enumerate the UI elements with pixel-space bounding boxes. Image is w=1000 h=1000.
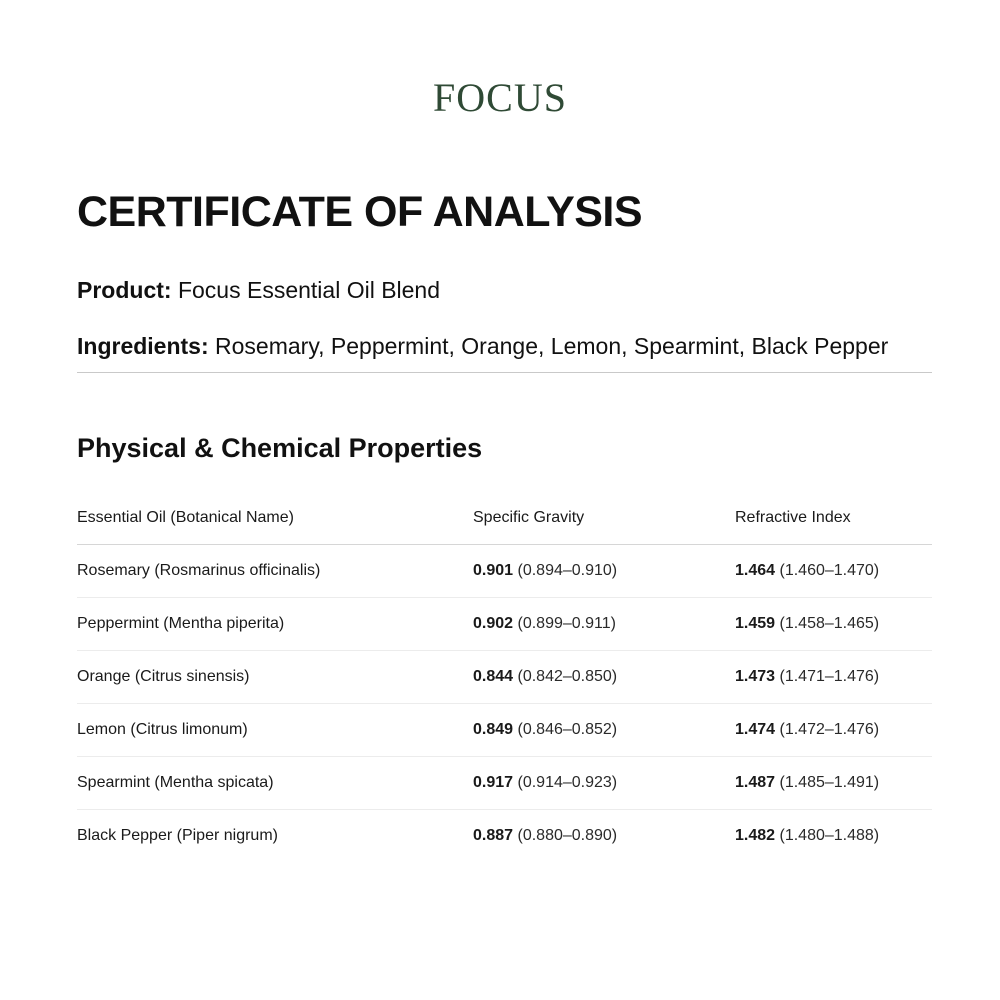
header-refractive-index: Refractive Index [735, 492, 932, 545]
refractive-index-range: (1.480–1.488) [779, 827, 880, 844]
refractive-index-range: (1.472–1.476) [779, 721, 880, 738]
specific-gravity-value: 0.902 [473, 615, 514, 632]
specific-gravity-cell [473, 598, 735, 651]
ingredients-label: Ingredients: [77, 333, 209, 359]
specific-gravity-value: 0.917 [473, 774, 514, 791]
oil-name: Rosemary (Rosmarinus officinalis) [77, 545, 473, 598]
product-line [77, 276, 440, 304]
specific-gravity-value: 0.844 [473, 668, 514, 685]
refractive-index-cell [735, 757, 932, 810]
refractive-index-value: 1.464 [735, 562, 776, 579]
oil-name: Orange (Citrus sinensis) [77, 651, 473, 704]
specific-gravity-cell [473, 704, 735, 757]
oil-name: Lemon (Citrus limonum) [77, 704, 473, 757]
specific-gravity-range: (0.846–0.852) [517, 721, 618, 738]
refractive-index-cell [735, 598, 932, 651]
properties-table [77, 492, 932, 862]
specific-gravity-range: (0.894–0.910) [517, 562, 618, 579]
oil-name: Peppermint (Mentha piperita) [77, 598, 473, 651]
refractive-index-cell [735, 704, 932, 757]
table-row [77, 704, 932, 757]
refractive-index-value: 1.459 [735, 615, 776, 632]
ingredients-line [77, 332, 888, 360]
refractive-index-cell [735, 545, 932, 598]
specific-gravity-cell [473, 757, 735, 810]
table-row [77, 757, 932, 810]
table-header-row [77, 492, 932, 545]
table-row [77, 651, 932, 704]
refractive-index-value: 1.473 [735, 668, 776, 685]
refractive-index-value: 1.487 [735, 774, 776, 791]
specific-gravity-range: (0.914–0.923) [517, 774, 618, 791]
specific-gravity-cell [473, 545, 735, 598]
specific-gravity-value: 0.849 [473, 721, 514, 738]
refractive-index-range: (1.485–1.491) [779, 774, 880, 791]
specific-gravity-range: (0.880–0.890) [517, 827, 618, 844]
table-row [77, 545, 932, 598]
refractive-index-range: (1.460–1.470) [779, 562, 880, 579]
header-essential-oil: Essential Oil (Botanical Name) [77, 492, 473, 545]
table-row [77, 598, 932, 651]
refractive-index-range: (1.458–1.465) [779, 615, 880, 632]
specific-gravity-range: (0.899–0.911) [517, 615, 616, 632]
section-divider [77, 372, 932, 373]
specific-gravity-cell [473, 810, 735, 863]
product-value: Focus Essential Oil Blend [177, 277, 441, 303]
refractive-index-range: (1.471–1.476) [779, 668, 880, 685]
section-title: Physical & Chemical Properties [77, 433, 483, 463]
refractive-index-cell [735, 810, 932, 863]
table-row [77, 810, 932, 863]
oil-name: Spearmint (Mentha spicata) [77, 757, 473, 810]
refractive-index-value: 1.482 [735, 827, 776, 844]
refractive-index-cell [735, 651, 932, 704]
product-label: Product: [77, 277, 172, 303]
ingredients-value: Rosemary, Peppermint, Orange, Lemon, Spearmint, Black Pepper [215, 333, 889, 359]
oil-name: Black Pepper (Piper nigrum) [77, 827, 278, 844]
refractive-index-value: 1.474 [735, 721, 776, 738]
document-title: CERTIFICATE OF ANALYSIS [77, 188, 643, 236]
specific-gravity-cell [473, 651, 735, 704]
specific-gravity-value: 0.901 [473, 562, 514, 579]
specific-gravity-value: 0.887 [473, 827, 514, 844]
specific-gravity-range: (0.842–0.850) [517, 668, 618, 685]
header-specific-gravity: Specific Gravity [473, 492, 735, 545]
brand-logo: FOCUS [433, 75, 567, 120]
